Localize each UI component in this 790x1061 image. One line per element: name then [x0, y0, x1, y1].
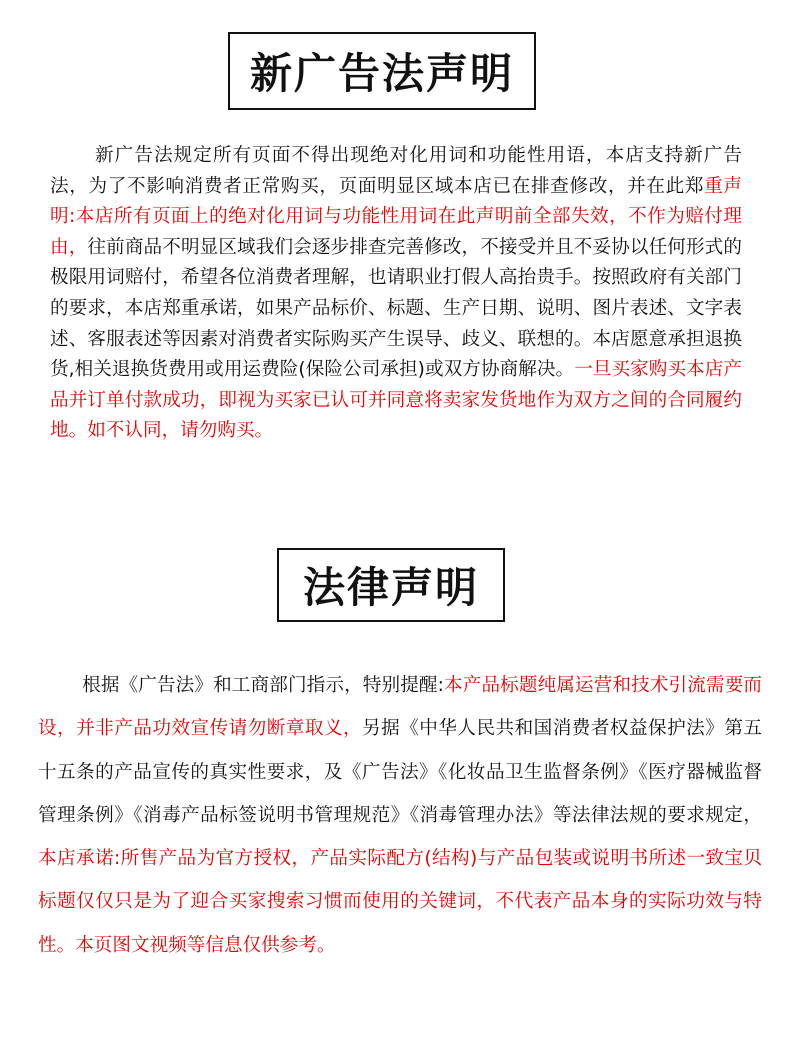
text-segment: 另据《中华人民共和国消费者权益保护法》第五十五条的产品宣传的真实性要求，及《广告法》《化妆品卫生监督条例》《医疗器械监督管理条例》《消毒产品标签说明书管理规范》《消毒管理办法》等法律法规的要求规定， [38, 718, 762, 826]
notice-title-text: 新广告法声明 [249, 49, 514, 98]
legal-notice-paragraph [38, 664, 762, 967]
legal-title-text: 法律声明 [302, 563, 479, 612]
highlight-segment: 重声明:本店所有页面上的绝对化用词与功能性用词在此声明前全部失效，不作为赔付理由， [50, 175, 742, 258]
highlight-segment: 一旦买家购买本店产品并订单付款成功，即视为买家已认可并同意将卖家发货地作为双方之间的合同履约地。如不认同，请勿购买。 [50, 359, 742, 442]
highlight-segment: 本产品标题纯属运营和技术引流需要而设，并非产品功效宣传请勿断章取义， [38, 675, 762, 740]
notice-title-new-ad-law [228, 32, 536, 110]
text-segment: 新广告法规定所有页面不得出现绝对化用词和功能性用语，本店支持新广告法，为了不影响消费者正常购买，页面明显区域本店已在排查修改，并在此郑 [50, 145, 742, 197]
text-segment: 往前商品不明显区域我们会逐步排查完善修改，不接受并且不妥协以任何形式的极限用词赔付，希望各位消费者理解，也请职业打假人高抬贵手。按照政府有关部门的要求，本店郑重承诺，如果产品标价、标题、生产日期、说明、图片表述、文字表述、客服表述等因素对消费者实际购买产生误导、歧义、联想的。本店愿意承担退换货,相关退换货费用或用运费险(保险公司承担)或双方协商解决。 [50, 236, 742, 381]
text-segment: 根据《广告法》和工商部门指示，特别提醒: [82, 675, 444, 696]
legal-notice-title [277, 548, 505, 622]
new-ad-law-paragraph [50, 141, 742, 447]
highlight-segment: 本店承诺:所售产品为官方授权，产品实际配方(结构)与产品包装或说明书所述一致宝贝标题仅仅只是为了迎合买家搜索习惯而使用的关键词，不代表产品本身的实际功效与特性。本页图文视频等信息仅供参考。 [38, 848, 762, 956]
